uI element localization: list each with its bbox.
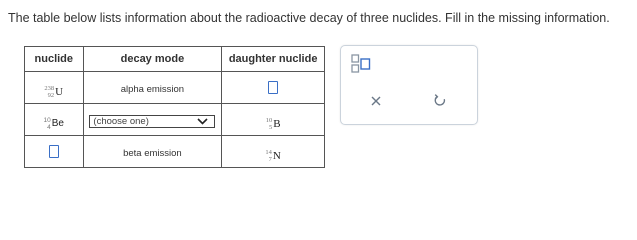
atomic-number: 7 xyxy=(268,155,272,163)
decay-mode-select[interactable] xyxy=(89,115,215,128)
answer-toolbox xyxy=(340,45,478,125)
table-header-row xyxy=(25,47,325,72)
nuclide-cell xyxy=(25,72,84,104)
header-nuclide: nuclide xyxy=(25,47,84,72)
nuclide-answer-input[interactable] xyxy=(49,145,59,158)
atomic-number: 4 xyxy=(47,123,51,131)
daughter-answer-input[interactable] xyxy=(268,81,278,94)
nuclide-cell xyxy=(25,104,84,136)
decay-table xyxy=(24,46,325,168)
superscript-subscript-template-button[interactable] xyxy=(351,54,371,81)
superscript-subscript-template-icon xyxy=(351,54,371,76)
mass-number: 238 xyxy=(44,84,55,92)
undo-icon xyxy=(433,93,447,107)
mass-number: 10 xyxy=(265,116,273,124)
table-row xyxy=(25,136,325,168)
table-row xyxy=(25,104,325,136)
chevron-down-icon xyxy=(197,118,208,125)
element-symbol: B xyxy=(273,117,281,130)
element-symbol: Be xyxy=(51,118,64,129)
decay-mode-text: beta emission xyxy=(123,147,182,159)
daughter-cell xyxy=(222,72,325,104)
decay-mode-cell xyxy=(83,104,222,136)
table-row xyxy=(25,72,325,104)
element-symbol: U xyxy=(55,85,64,98)
clear-button[interactable] xyxy=(370,94,382,112)
question-prompt: The table below lists information about the radioactive decay of three nuclides. Fill in the missing information. xyxy=(8,11,610,25)
undo-button[interactable] xyxy=(433,93,447,112)
decay-mode-cell xyxy=(83,72,222,104)
header-daughter-nuclide: daughter nuclide xyxy=(222,47,325,72)
daughter-cell xyxy=(222,104,325,136)
clear-x-icon xyxy=(370,95,382,107)
decay-mode-cell xyxy=(83,136,222,168)
daughter-cell xyxy=(222,136,325,168)
nuclide-u-238 xyxy=(44,85,63,99)
decay-mode-text: alpha emission xyxy=(120,83,185,95)
select-value: (choose one) xyxy=(93,115,149,127)
nuclide-b-10 xyxy=(266,117,281,131)
mass-number: 10 xyxy=(43,116,51,124)
nuclide-cell xyxy=(25,136,84,168)
header-decay-mode: decay mode xyxy=(83,47,222,72)
mass-number: 14 xyxy=(265,148,272,156)
element-symbol: N xyxy=(272,149,281,162)
nuclide-n-14 xyxy=(265,149,280,163)
atomic-number: 92 xyxy=(47,91,55,99)
nuclide-be-10 xyxy=(44,117,64,131)
atomic-number: 5 xyxy=(268,123,273,131)
